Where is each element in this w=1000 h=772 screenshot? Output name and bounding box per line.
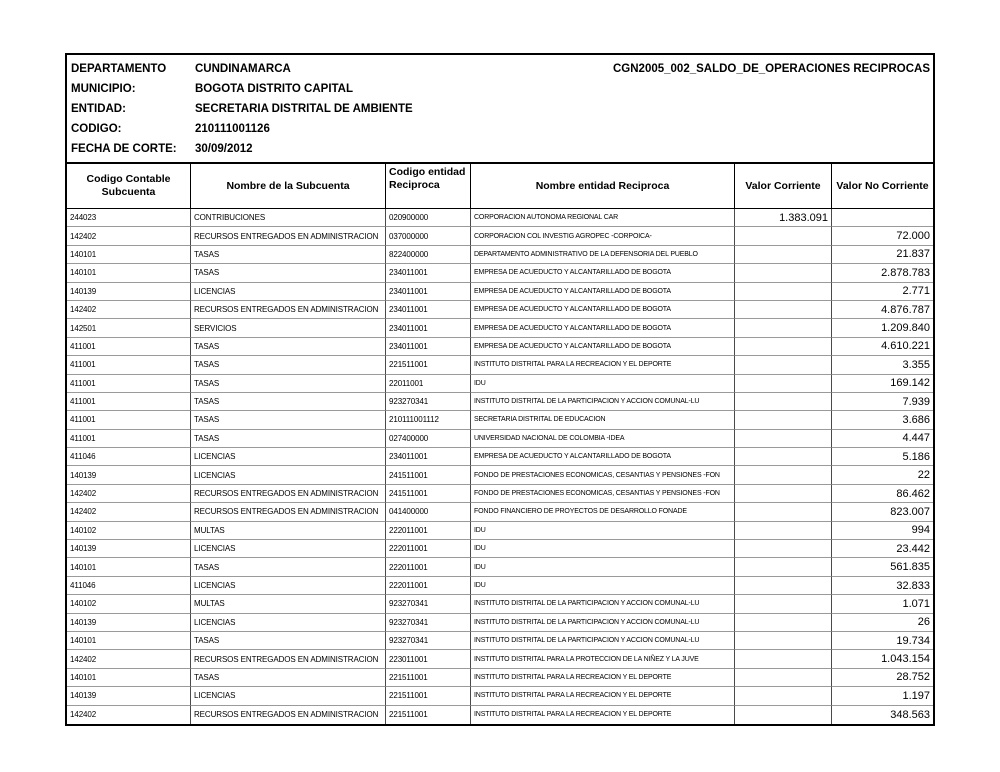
cell-valor-no-corriente: 7.939	[832, 393, 933, 411]
table-row	[67, 411, 933, 429]
cell-codigo-contable-subcuenta: 142402	[67, 301, 191, 319]
cell-nombre-entidad-reciproca: EMPRESA DE ACUEDUCTO Y ALCANTARILLADO DE BOGOTA	[471, 448, 735, 466]
cell-valor-corriente	[735, 522, 832, 540]
cell-valor-corriente	[735, 614, 832, 632]
table-row	[67, 650, 933, 668]
table-row	[67, 301, 933, 319]
column-header-valor-corriente: Valor Corriente	[735, 164, 832, 208]
cell-valor-no-corriente: 3.686	[832, 411, 933, 429]
table-row	[67, 577, 933, 595]
cell-nombre-subcuenta: CONTRIBUCIONES	[191, 209, 386, 227]
cell-nombre-entidad-reciproca: INSTITUTO DISTRITAL PARA LA RECREACION Y EL DEPORTE	[471, 687, 735, 705]
info-row-fecha-de-corte	[67, 139, 933, 159]
cell-valor-no-corriente: 21.837	[832, 246, 933, 264]
cell-valor-no-corriente: 169.142	[832, 375, 933, 393]
cell-valor-corriente	[735, 706, 832, 724]
cell-valor-corriente	[735, 430, 832, 448]
cell-valor-corriente	[735, 485, 832, 503]
cell-codigo-contable-subcuenta: 142402	[67, 503, 191, 521]
cell-valor-no-corriente: 26	[832, 614, 933, 632]
cell-nombre-subcuenta: TASAS	[191, 375, 386, 393]
cell-valor-corriente	[735, 448, 832, 466]
table-row	[67, 706, 933, 724]
table-row	[67, 540, 933, 558]
table-row	[67, 503, 933, 521]
table-row	[67, 632, 933, 650]
cell-codigo-entidad-reciproca: 020900000	[386, 209, 471, 227]
reciprocal-operations-table	[67, 164, 933, 724]
cell-nombre-entidad-reciproca: INSTITUTO DISTRITAL DE LA PARTICIPACION Y ACCION COMUNAL-LU	[471, 614, 735, 632]
table-header-row	[67, 164, 933, 209]
cell-codigo-entidad-reciproca: 041400000	[386, 503, 471, 521]
cell-codigo-entidad-reciproca: 222011001	[386, 522, 471, 540]
cell-valor-corriente	[735, 466, 832, 484]
cell-valor-no-corriente: 4.447	[832, 430, 933, 448]
info-value: SECRETARIA DISTRITAL DE AMBIENTE	[195, 103, 413, 115]
table-row	[67, 522, 933, 540]
cell-nombre-subcuenta: RECURSOS ENTREGADOS EN ADMINISTRACION	[191, 227, 386, 245]
cell-nombre-entidad-reciproca: IDU	[471, 375, 735, 393]
cell-codigo-contable-subcuenta: 140102	[67, 522, 191, 540]
table-row	[67, 227, 933, 245]
cell-codigo-contable-subcuenta: 142402	[67, 706, 191, 724]
info-label: MUNICIPIO:	[71, 83, 136, 95]
cell-codigo-contable-subcuenta: 140101	[67, 669, 191, 687]
cell-valor-no-corriente: 22	[832, 466, 933, 484]
table-row	[67, 264, 933, 282]
table-row	[67, 319, 933, 337]
table-row	[67, 338, 933, 356]
cell-valor-corriente	[735, 650, 832, 668]
cell-nombre-entidad-reciproca: SECRETARIA DISTRITAL DE EDUCACION	[471, 411, 735, 429]
cell-valor-corriente	[735, 540, 832, 558]
info-label: FECHA DE CORTE:	[71, 143, 177, 155]
cell-codigo-contable-subcuenta: 411001	[67, 338, 191, 356]
cell-valor-corriente	[735, 595, 832, 613]
cell-nombre-entidad-reciproca: EMPRESA DE ACUEDUCTO Y ALCANTARILLADO DE BOGOTA	[471, 283, 735, 301]
cell-nombre-entidad-reciproca: IDU	[471, 522, 735, 540]
cell-valor-no-corriente: 86.462	[832, 485, 933, 503]
cell-nombre-subcuenta: LICENCIAS	[191, 614, 386, 632]
column-header-nombre-subcuenta: Nombre de la Subcuenta	[191, 164, 386, 208]
cell-codigo-contable-subcuenta: 140102	[67, 595, 191, 613]
cell-valor-no-corriente: 19.734	[832, 632, 933, 650]
cell-codigo-entidad-reciproca: 241511001	[386, 485, 471, 503]
cell-valor-corriente	[735, 227, 832, 245]
cell-codigo-contable-subcuenta: 411001	[67, 430, 191, 448]
cell-nombre-subcuenta: SERVICIOS	[191, 319, 386, 337]
table-row	[67, 687, 933, 705]
cell-codigo-entidad-reciproca: 221511001	[386, 669, 471, 687]
cell-valor-corriente	[735, 632, 832, 650]
cell-nombre-subcuenta: TASAS	[191, 669, 386, 687]
cell-valor-no-corriente: 32.833	[832, 577, 933, 595]
table-row	[67, 209, 933, 227]
cell-valor-no-corriente: 1.209.840	[832, 319, 933, 337]
cell-codigo-contable-subcuenta: 142402	[67, 485, 191, 503]
cell-codigo-entidad-reciproca: 923270341	[386, 632, 471, 650]
cell-valor-no-corriente: 5.186	[832, 448, 933, 466]
cell-codigo-contable-subcuenta: 140101	[67, 264, 191, 282]
info-value: CUNDINAMARCA	[195, 63, 291, 75]
cell-valor-no-corriente: 28.752	[832, 669, 933, 687]
cell-codigo-entidad-reciproca: 22011001	[386, 375, 471, 393]
info-label: DEPARTAMENTO	[71, 63, 167, 75]
cell-valor-no-corriente: 823.007	[832, 503, 933, 521]
cell-valor-no-corriente: 4.610.221	[832, 338, 933, 356]
cell-valor-no-corriente: 2.771	[832, 283, 933, 301]
cell-nombre-entidad-reciproca: FONDO FINANCIERO DE PROYECTOS DE DESARROLLO FONADE	[471, 503, 735, 521]
cell-nombre-subcuenta: TASAS	[191, 338, 386, 356]
cell-codigo-entidad-reciproca: 221511001	[386, 356, 471, 374]
cell-nombre-subcuenta: LICENCIAS	[191, 687, 386, 705]
cell-codigo-contable-subcuenta: 411001	[67, 375, 191, 393]
cell-valor-corriente	[735, 246, 832, 264]
info-row-municipio	[67, 79, 933, 99]
cell-codigo-entidad-reciproca: 222011001	[386, 540, 471, 558]
table-row	[67, 466, 933, 484]
cell-valor-no-corriente: 994	[832, 522, 933, 540]
report-title: CGN2005_002_SALDO_DE_OPERACIONES RECIPROCAS	[613, 63, 930, 75]
cell-codigo-entidad-reciproca: 223011001	[386, 650, 471, 668]
table-row	[67, 558, 933, 576]
info-row-entidad	[67, 99, 933, 119]
cell-codigo-contable-subcuenta: 140101	[67, 558, 191, 576]
cell-nombre-subcuenta: RECURSOS ENTREGADOS EN ADMINISTRACION	[191, 301, 386, 319]
cell-codigo-entidad-reciproca: 923270341	[386, 614, 471, 632]
cell-codigo-entidad-reciproca: 027400000	[386, 430, 471, 448]
cell-nombre-subcuenta: RECURSOS ENTREGADOS EN ADMINISTRACION	[191, 650, 386, 668]
cell-nombre-entidad-reciproca: IDU	[471, 577, 735, 595]
cell-nombre-entidad-reciproca: UNIVERSIDAD NACIONAL DE COLOMBIA -IDEA	[471, 430, 735, 448]
cell-nombre-entidad-reciproca: IDU	[471, 558, 735, 576]
info-value: 30/09/2012	[195, 143, 253, 155]
cell-nombre-subcuenta: TASAS	[191, 430, 386, 448]
cell-codigo-contable-subcuenta: 411001	[67, 393, 191, 411]
cell-valor-corriente	[735, 319, 832, 337]
table-row	[67, 375, 933, 393]
cell-nombre-entidad-reciproca: DEPARTAMENTO ADMINISTRATIVO DE LA DEFENSORIA DEL PUEBLO	[471, 246, 735, 264]
cell-codigo-contable-subcuenta: 140101	[67, 632, 191, 650]
cell-codigo-entidad-reciproca: 210111001112	[386, 411, 471, 429]
cell-nombre-entidad-reciproca: IDU	[471, 540, 735, 558]
cell-valor-corriente	[735, 301, 832, 319]
cell-nombre-entidad-reciproca: INSTITUTO DISTRITAL DE LA PARTICIPACION Y ACCION COMUNAL-LU	[471, 632, 735, 650]
cell-nombre-entidad-reciproca: INSTITUTO DISTRITAL PARA LA PROTECCION DE LA NIÑEZ Y LA JUVE	[471, 650, 735, 668]
cell-valor-corriente	[735, 283, 832, 301]
cell-nombre-subcuenta: TASAS	[191, 264, 386, 282]
cell-codigo-entidad-reciproca: 923270341	[386, 595, 471, 613]
cell-nombre-entidad-reciproca: FONDO DE PRESTACIONES ECONOMICAS, CESANTIAS Y PENSIONES -FON	[471, 466, 735, 484]
cell-valor-corriente	[735, 264, 832, 282]
cell-codigo-contable-subcuenta: 244023	[67, 209, 191, 227]
cell-nombre-subcuenta: TASAS	[191, 632, 386, 650]
cell-codigo-entidad-reciproca: 037000000	[386, 227, 471, 245]
cell-codigo-entidad-reciproca: 221511001	[386, 706, 471, 724]
cell-valor-no-corriente: 348.563	[890, 708, 930, 721]
table-row	[67, 430, 933, 448]
cell-nombre-entidad-reciproca: FONDO DE PRESTACIONES ECONOMICAS, CESANTIAS Y PENSIONES -FON	[471, 485, 735, 503]
cell-nombre-entidad-reciproca: INSTITUTO DISTRITAL PARA LA RECREACION Y EL DEPORTE	[471, 669, 735, 687]
cell-valor-corriente	[735, 356, 832, 374]
info-label: ENTIDAD:	[71, 103, 126, 115]
cell-codigo-contable-subcuenta: 142402	[67, 227, 191, 245]
cell-codigo-entidad-reciproca: 222011001	[386, 577, 471, 595]
cell-nombre-subcuenta: RECURSOS ENTREGADOS EN ADMINISTRACION	[191, 706, 386, 724]
info-label: CODIGO:	[71, 123, 122, 135]
cell-valor-no-corriente: 4.876.787	[832, 301, 933, 319]
cell-nombre-subcuenta: RECURSOS ENTREGADOS EN ADMINISTRACION	[191, 485, 386, 503]
cell-codigo-entidad-reciproca: 234011001	[386, 301, 471, 319]
info-value: BOGOTA DISTRITO CAPITAL	[195, 83, 354, 95]
cell-valor-corriente	[735, 687, 832, 705]
cell-valor-no-corriente: 561.835	[832, 558, 933, 576]
cell-valor-no-corriente: 3.355	[832, 356, 933, 374]
column-header-codigo-contable-subcuenta: Codigo Contable Subcuenta	[67, 164, 191, 208]
cell-codigo-entidad-reciproca: 234011001	[386, 264, 471, 282]
cell-valor-corriente	[735, 558, 832, 576]
cell-valor-no-corriente: 1.197	[832, 687, 933, 705]
cell-codigo-entidad-reciproca: 822400000	[386, 246, 471, 264]
table-row	[67, 614, 933, 632]
table-row	[67, 595, 933, 613]
cell-nombre-entidad-reciproca: INSTITUTO DISTRITAL PARA LA RECREACION Y EL DEPORTE	[471, 356, 735, 374]
table-body	[67, 209, 933, 724]
cell-nombre-entidad-reciproca: EMPRESA DE ACUEDUCTO Y ALCANTARILLADO DE BOGOTA	[471, 264, 735, 282]
cell-valor-corriente	[735, 375, 832, 393]
table-row	[67, 283, 933, 301]
cell-valor-no-corriente: 23.442	[832, 540, 933, 558]
table-row	[67, 485, 933, 503]
cell-valor-corriente	[735, 393, 832, 411]
cell-codigo-contable-subcuenta: 142501	[67, 319, 191, 337]
cell-nombre-subcuenta: TASAS	[191, 393, 386, 411]
cell-codigo-contable-subcuenta: 140139	[67, 540, 191, 558]
cell-nombre-entidad-reciproca: CORPORACION COL INVESTIG AGROPEC -CORPOICA-	[471, 227, 735, 245]
cell-nombre-entidad-reciproca: INSTITUTO DISTRITAL DE LA PARTICIPACION Y ACCION COMUNAL-LU	[471, 393, 735, 411]
table-row	[67, 393, 933, 411]
column-header-codigo-entidad-reciproca: Codigo entidad Reciproca	[386, 164, 471, 208]
column-header-nombre-entidad-reciproca: Nombre entidad Reciproca	[471, 164, 735, 208]
cell-valor-no-corriente: 1.043.154	[832, 650, 933, 668]
cell-nombre-subcuenta: LICENCIAS	[191, 540, 386, 558]
cell-nombre-entidad-reciproca: CORPORACION AUTONOMA REGIONAL CAR	[471, 209, 735, 227]
cell-nombre-subcuenta: TASAS	[191, 558, 386, 576]
column-header-valor-no-corriente: Valor No Corriente	[836, 179, 929, 192]
cell-valor-corriente: 1.383.091	[735, 209, 832, 227]
cell-nombre-entidad-reciproca: EMPRESA DE ACUEDUCTO Y ALCANTARILLADO DE BOGOTA	[471, 319, 735, 337]
cell-nombre-subcuenta: LICENCIAS	[191, 577, 386, 595]
cell-codigo-contable-subcuenta: 140139	[67, 283, 191, 301]
cell-nombre-entidad-reciproca: EMPRESA DE ACUEDUCTO Y ALCANTARILLADO DE BOGOTA	[471, 301, 735, 319]
cell-codigo-entidad-reciproca: 234011001	[386, 448, 471, 466]
cell-codigo-contable-subcuenta: 411046	[67, 577, 191, 595]
cell-valor-corriente	[735, 577, 832, 595]
cell-valor-no-corriente: 72.000	[832, 227, 933, 245]
cell-nombre-subcuenta: LICENCIAS	[191, 283, 386, 301]
cell-codigo-contable-subcuenta: 411001	[67, 356, 191, 374]
cell-nombre-subcuenta: TASAS	[191, 246, 386, 264]
cell-codigo-contable-subcuenta: 140139	[67, 614, 191, 632]
cell-codigo-contable-subcuenta: 140139	[67, 687, 191, 705]
cell-valor-no-corriente	[832, 209, 933, 227]
cell-valor-corriente	[735, 411, 832, 429]
cell-codigo-entidad-reciproca: 923270341	[386, 393, 471, 411]
cell-nombre-subcuenta: TASAS	[191, 411, 386, 429]
report-header-box	[67, 55, 933, 164]
table-row	[67, 448, 933, 466]
cell-nombre-entidad-reciproca: INSTITUTO DISTRITAL DE LA PARTICIPACION Y ACCION COMUNAL-LU	[471, 595, 735, 613]
cell-codigo-contable-subcuenta: 142402	[67, 650, 191, 668]
cell-codigo-entidad-reciproca: 221511001	[386, 687, 471, 705]
table-row	[67, 246, 933, 264]
cell-codigo-contable-subcuenta: 411046	[67, 448, 191, 466]
cell-codigo-contable-subcuenta: 140101	[67, 246, 191, 264]
info-value: 210111001126	[195, 123, 270, 135]
cell-valor-no-corriente: 1.071	[832, 595, 933, 613]
info-row-departamento	[67, 59, 933, 79]
cell-nombre-subcuenta: RECURSOS ENTREGADOS EN ADMINISTRACION	[191, 503, 386, 521]
cell-valor-no-corriente: 2.878.783	[832, 264, 933, 282]
info-row-codigo	[67, 119, 933, 139]
cell-codigo-contable-subcuenta: 140139	[67, 466, 191, 484]
cell-valor-corriente	[735, 338, 832, 356]
cell-nombre-subcuenta: MULTAS	[191, 522, 386, 540]
cell-valor-corriente	[735, 669, 832, 687]
cell-valor-corriente	[735, 503, 832, 521]
cell-nombre-subcuenta: LICENCIAS	[191, 466, 386, 484]
table-row	[67, 356, 933, 374]
cell-codigo-entidad-reciproca: 234011001	[386, 338, 471, 356]
cell-nombre-entidad-reciproca: EMPRESA DE ACUEDUCTO Y ALCANTARILLADO DE BOGOTA	[471, 338, 735, 356]
cell-nombre-subcuenta: LICENCIAS	[191, 448, 386, 466]
cell-codigo-contable-subcuenta: 411001	[67, 411, 191, 429]
cell-codigo-entidad-reciproca: 234011001	[386, 319, 471, 337]
reciprocal-operations-report	[65, 53, 935, 726]
cell-nombre-subcuenta: MULTAS	[191, 595, 386, 613]
cell-codigo-entidad-reciproca: 241511001	[386, 466, 471, 484]
table-row	[67, 669, 933, 687]
cell-codigo-entidad-reciproca: 222011001	[386, 558, 471, 576]
cell-nombre-subcuenta: TASAS	[191, 356, 386, 374]
cell-nombre-entidad-reciproca: INSTITUTO DISTRITAL PARA LA RECREACION Y EL DEPORTE	[471, 706, 735, 724]
cell-codigo-entidad-reciproca: 234011001	[386, 283, 471, 301]
